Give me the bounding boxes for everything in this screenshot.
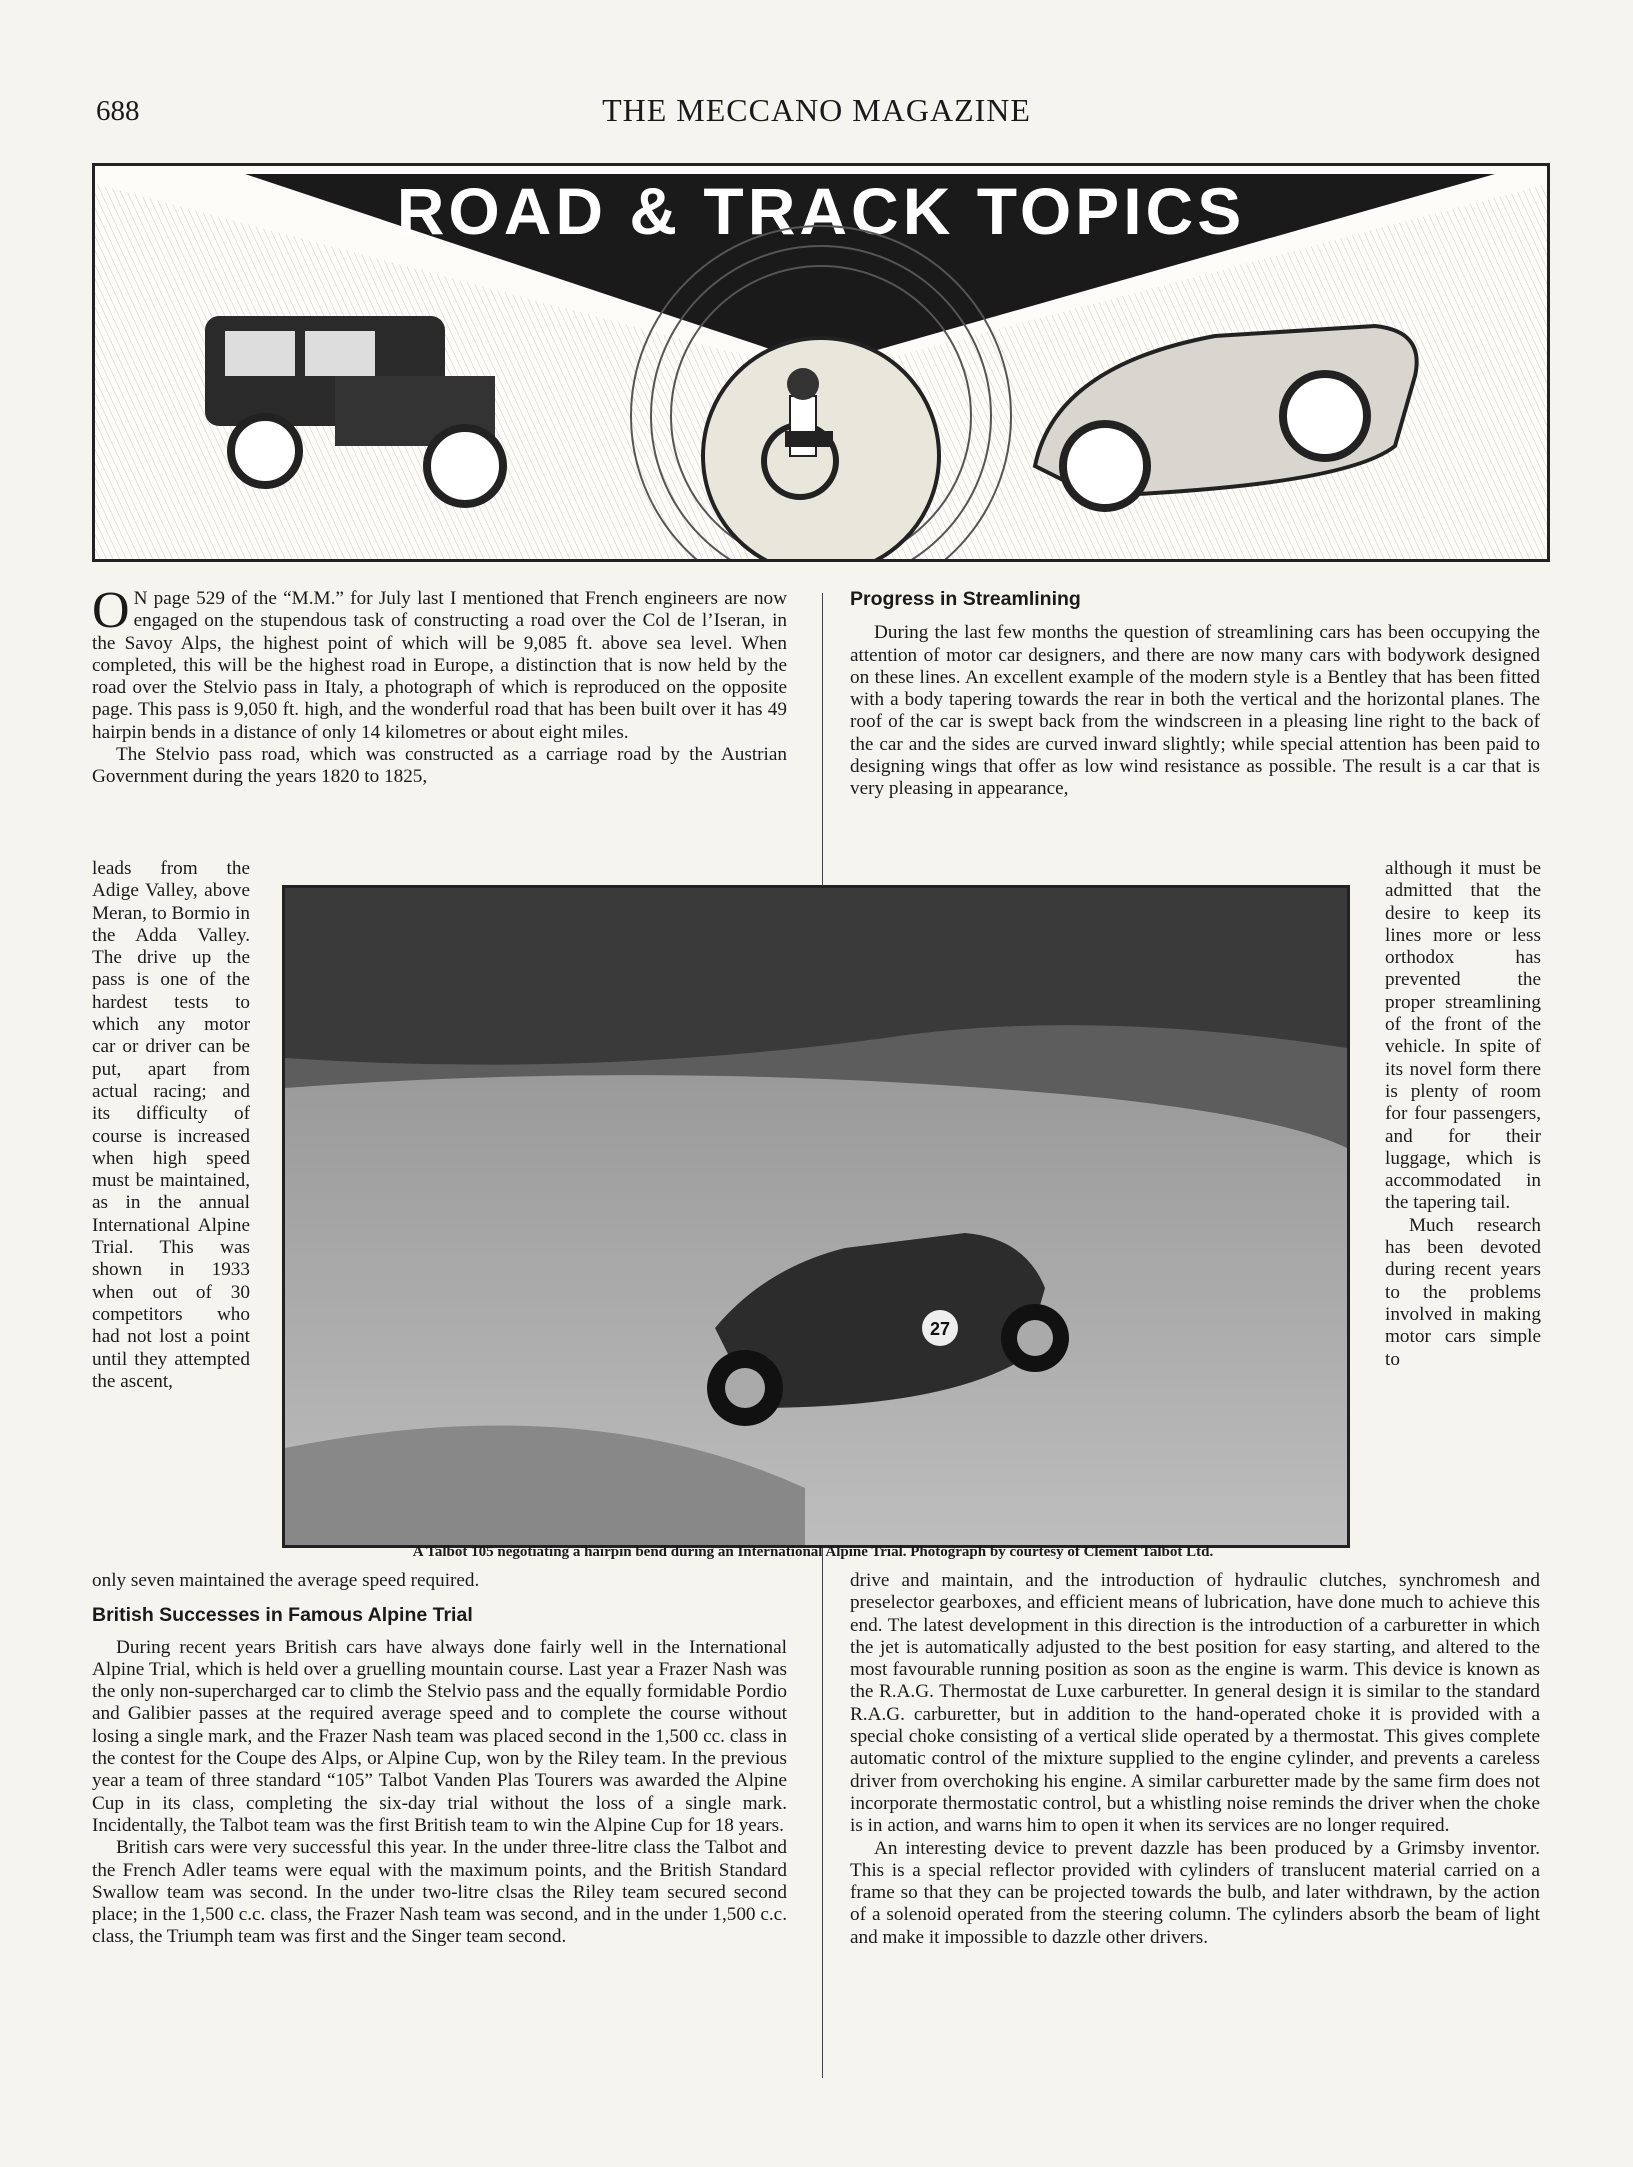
british-paragraph-1: During recent years British cars have always done fairly well in the International Alpine Trial, which is held over a gruelling mountain course. Last year a Frazer Nash was the only non-supercharged car to climb the Stelvio pass and the equally formidable Pordio and Galibier passes at the required average speed and to complete the course without losing a single mark, and the Frazer Nash team was placed second in the 1,500 cc. class in the contest for the Coupe des Alps, or Alpine Cup, won by the Riley team. In the previous year a team of three standard “105” Talbot Vanden Plas Tourers was awarded the Alpine Cup in its class, completing the six-day trial without the loss of a single mark. Incidentally, the Talbot team was the first British team to win the Alpine Cup for 18 years.: [92, 1636, 787, 1836]
banner-illustration: [92, 163, 1550, 562]
dazzle-paragraph: An interesting device to prevent dazzle has been produced by a Grimsby inventor. This is a special reflector provided with cylinders of translucent material carried on a frame so that they can be projected towards the bulb, and later withdrawn, by the action of a solenoid operated from the steering column. The cylinders absorb the beam of light and make it impossible to dazzle other drivers.: [850, 1837, 1540, 1948]
page-number: 688: [96, 95, 140, 127]
drop-cap: O: [92, 582, 130, 639]
alpine-trial-photo: [282, 885, 1350, 1548]
intro-paragraph-2: The Stelvio pass road, which was constructed as a carriage road by the Austrian Government during the years 1820 to 1825,: [92, 744, 787, 788]
section-heading-british: British Successes in Famous Alpine Trial: [92, 1604, 473, 1627]
continuation-text: only seven maintained the average speed required.: [92, 1570, 480, 1591]
right-narrow-text: although it must be admitted that the desire to keep its lines more or less orthodox has prevented the proper streamlining of the front of the vehicle. In spite of its novel form there is plenty of room for four passengers, and for their luggage, which is accommodated in the tapering tail. Much research has been devoted during recent years to the problems involved in making motor cars simple to: [1385, 858, 1541, 1370]
left-bottom-text: [92, 1570, 787, 1949]
left-narrow-text: leads from the Adige Valley, above Meran, to Bormio in the Adda Valley. The drive up the pass is one of the hardest tests to which any motor car or driver can be put, apart from actual racing; and its difficulty of course is increased when high speed must be maintained, as in the annual International Alpine Trial. This was shown in 1933 when out of 30 competitors who had not lost a point until they attempted the ascent,: [92, 858, 250, 1392]
intro-text: [92, 582, 787, 789]
section-heading-streamlining: Progress in Streamlining: [850, 588, 1081, 610]
intro-paragraph-1: N page 529 of the “M.M.” for July last I mentioned that French engineers are now engaged on the stupendous task of constructing a road over the Col de l’Iseran, in the Savoy Alps, the highest point of which will be 9,085 ft. above sea level. When completed, this will be the highest road in Europe, a distinction that is now held by the road over the Stelvio pass in Italy, a photograph of which is reproduced on the opposite page. This pass is 9,050 ft. high, and the wonderful road that has been built over it has 49 hairpin bends in a distance of only 14 kilometres or about eight miles.: [92, 588, 787, 743]
right-top-text: [850, 588, 1540, 801]
british-paragraph-2: British cars were very successful this year. In the under three-litre class the Talbot and the French Adler teams were equal with the maximum points, and the British Standard Swallow team was second. In the under two-litre clsas the Riley team secured second place; in the 1,500 c.c. class, the Frazer Nash team was second, and in the under 1,500 c.c. class, the Triumph team was first and the Singer team second.: [92, 1837, 787, 1948]
carburetter-paragraph: drive and maintain, and the introduction of hydraulic clutches, synchromesh and preselector gearboxes, and efficient means of lubrication, have done much to achieve this end. The latest development in this direction is the introduction of a carburetter in which the jet is automatically adjusted to the best position for easy starting, and altered to the most favourable running position as soon as the engine is warm. This device is known as the R.A.G. Thermostat de Luxe carburetter. In general design it is similar to the standard R.A.G. carburetter, but in addition to the hand-operated choke it is provided with a special choke consisting of a vertical slide operated by a thermostat. This gives complete automatic control of the mixture supplied to the engine cylinder, and prevents a careless driver from overchoking his engine. A similar carburetter made by the same firm does not incorporate thermostatic control, but a whistling noise reminds the driver when the choke is in action, and warns him to open it when its services are no longer required.: [850, 1570, 1540, 1837]
banner-title: ROAD & TRACK TOPICS: [396, 174, 1246, 248]
magazine-title: THE MECCANO MAGAZINE: [602, 92, 1031, 128]
car-race-number: 27: [929, 1319, 951, 1339]
right-bottom-text: [850, 1570, 1540, 1949]
photo-caption: A Talbot 105 negotiating a hairpin bend during an International Alpine Trial. Photograph by courtesy of Clement Talbot Ltd.: [412, 1544, 1214, 1560]
streamlining-paragraph-1: During the last few months the question of streamlining cars has been occupying the attention of motor car designers, and there are now many cars with bodywork designed on these lines. An excellent example of the modern style is a Bentley that has been fitted with a body tapering towards the rear in both the vertical and the horizontal planes. The roof of the car is swept back from the windscreen in a pleasing line right to the back of the car and the sides are curved inward slightly; while special attention has been paid to designing wings that offer as low wind resistance as possible. The result is a car that is very pleasing in appearance,: [850, 622, 1540, 800]
